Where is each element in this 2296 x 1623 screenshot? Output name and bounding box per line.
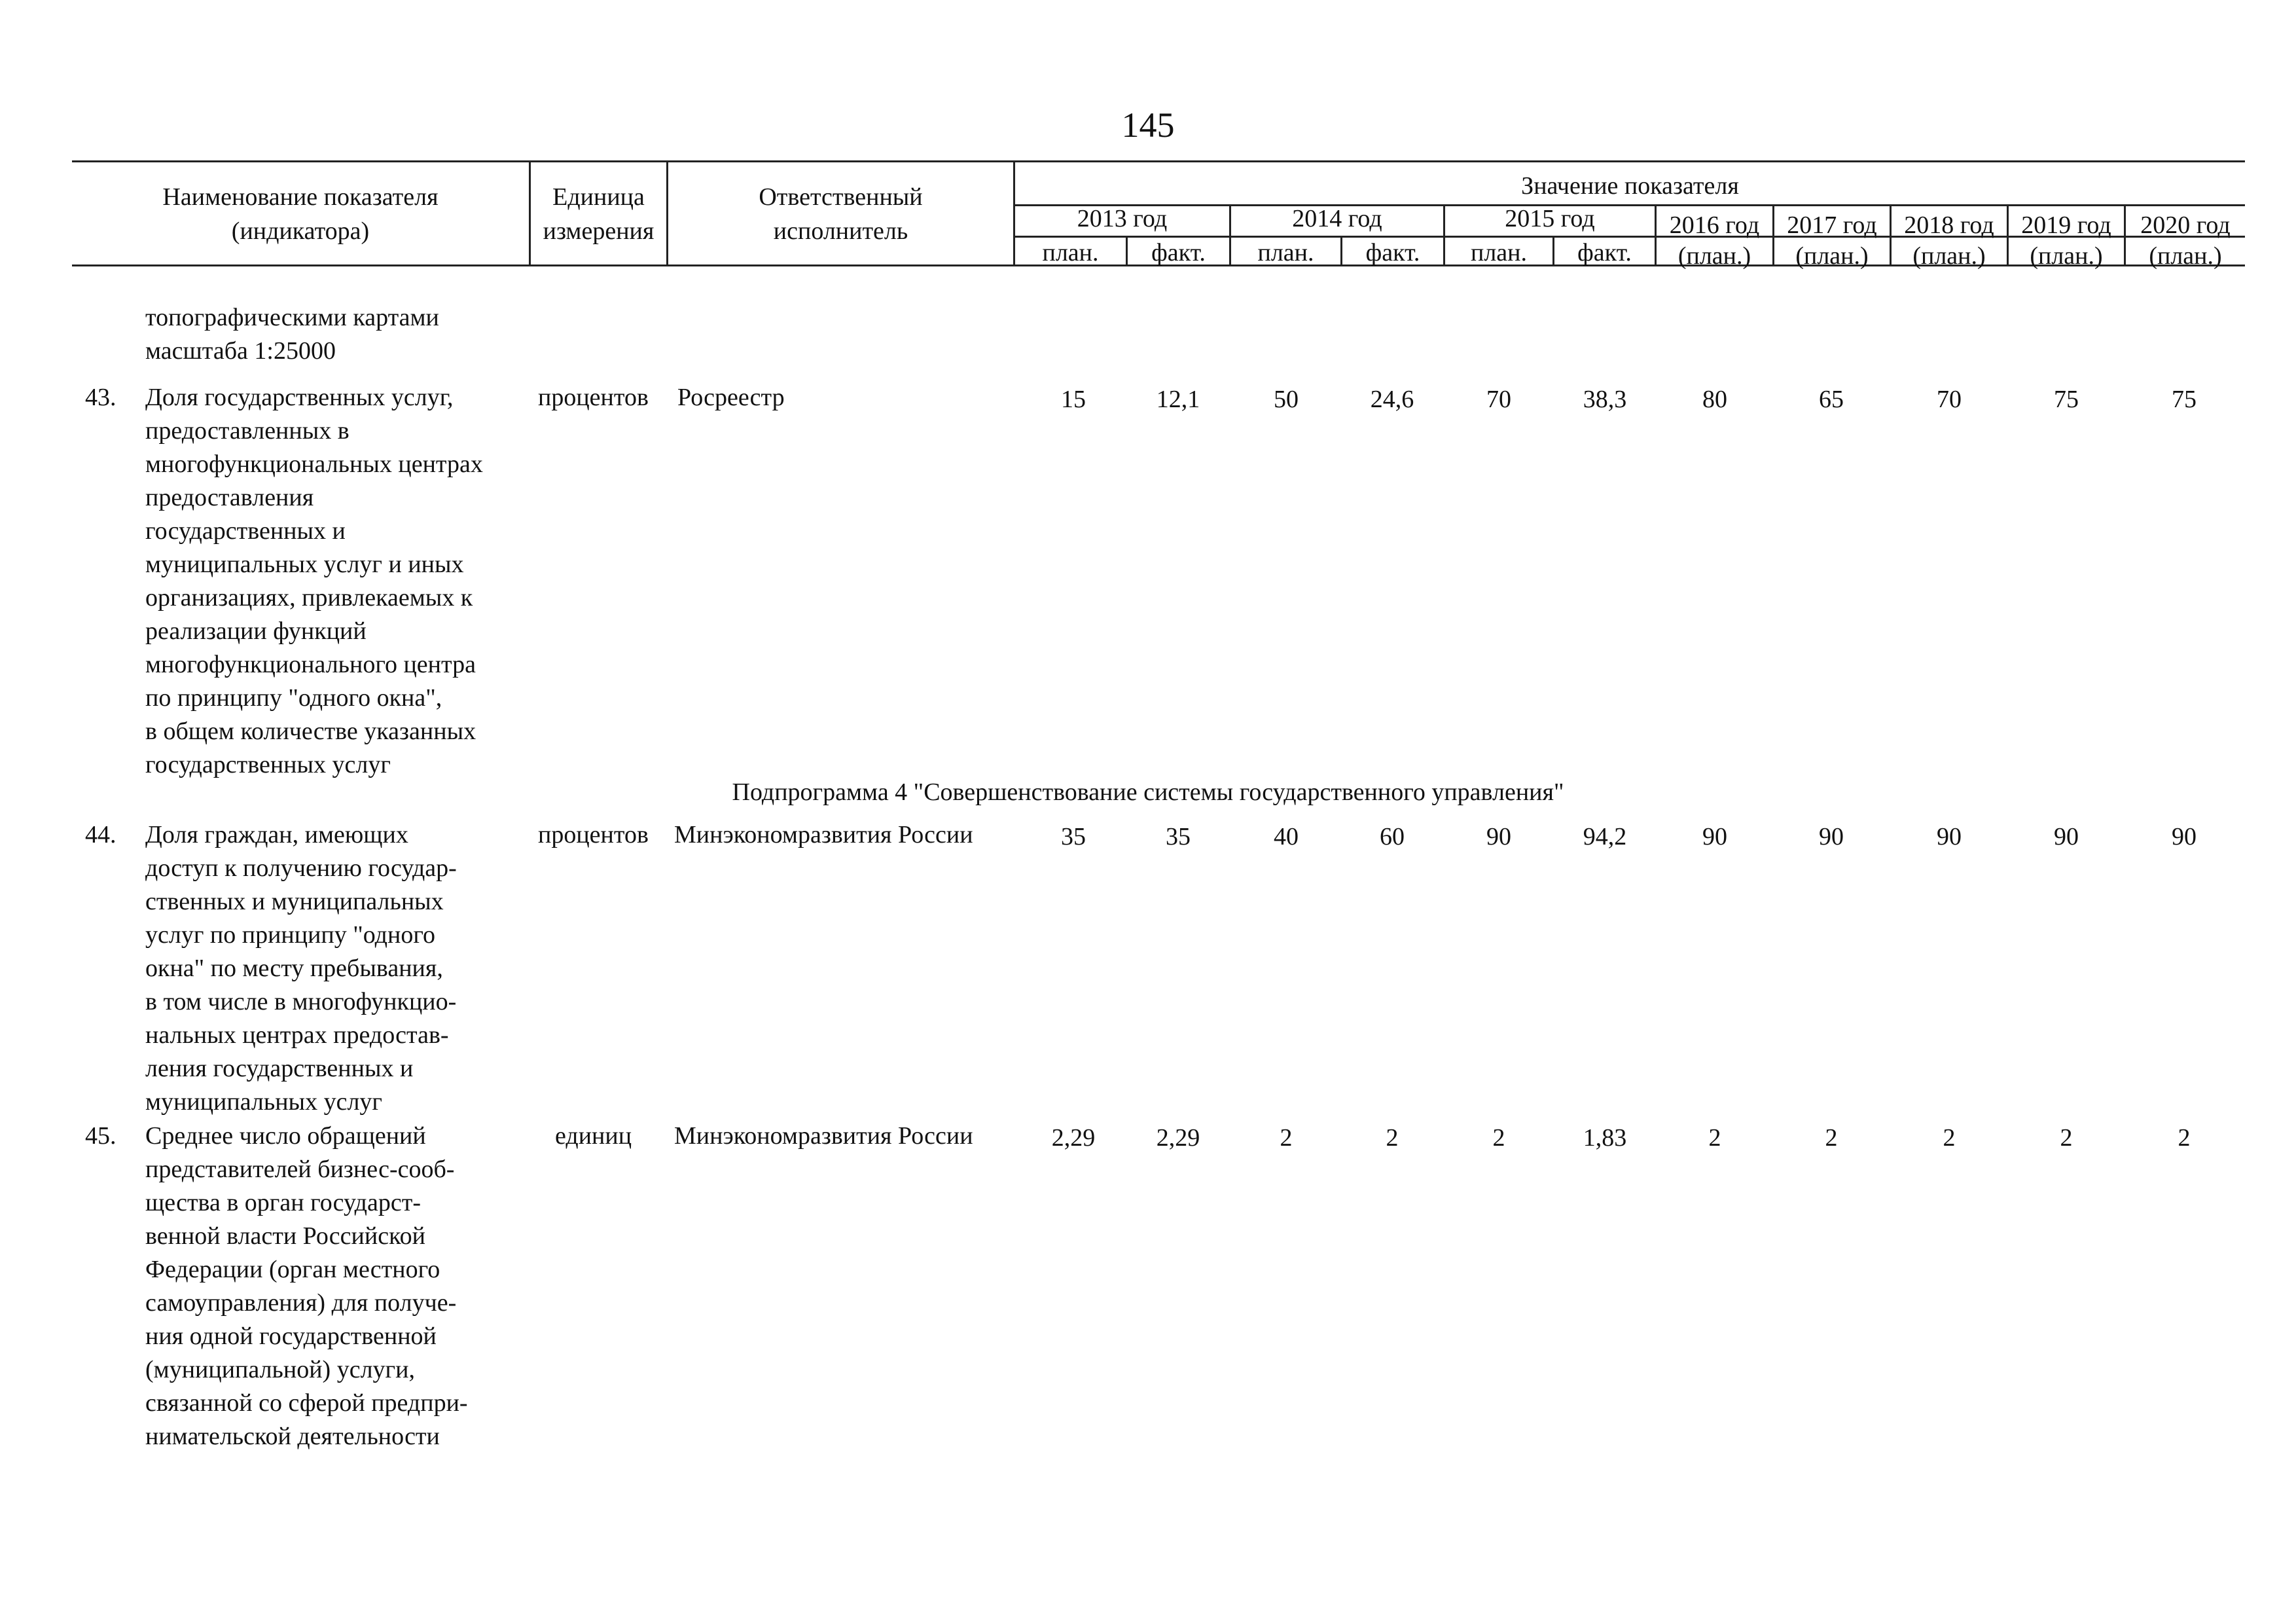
page-number: 145: [1121, 105, 1175, 145]
value-cell: 75: [2172, 386, 2197, 413]
header-plan: план.: [1257, 239, 1314, 266]
value-cell: 2: [1943, 1124, 1956, 1152]
value-cell: 2: [1708, 1124, 1721, 1152]
value-cell: 90: [2054, 823, 2079, 850]
header-plan-paren: (план.): [2030, 242, 2103, 270]
value-cell: 50: [1274, 386, 1299, 413]
value-cell: 15: [1061, 386, 1086, 413]
header-plan-paren: (план.): [1677, 242, 1751, 270]
unit: единиц: [555, 1122, 632, 1150]
header-year: 2019 год: [2021, 211, 2111, 239]
row-number: 44.: [85, 821, 117, 848]
continuation-text: топографическими картами масштаба 1:25000: [145, 304, 439, 365]
value-cell: 2: [1825, 1124, 1838, 1152]
header-plan: план.: [1470, 239, 1527, 266]
unit: процентов: [538, 384, 649, 411]
header-year: 2018 год: [1904, 211, 1994, 239]
value-cell: 90: [1702, 823, 1727, 850]
value-cell: 75: [2054, 386, 2079, 413]
indicator-name: Доля граждан, имеющих доступ к получению государ- ственных и муниципальных услуг по принципу "одного окна" по месту пребывания, в том числе в многофункцио- нальных центрах предостав- ления государственных и муниципальных услуг: [145, 821, 457, 1116]
responsible: Росреестр: [677, 384, 785, 411]
header-year: 2014 год: [1292, 205, 1382, 232]
header-year: 2016 год: [1669, 211, 1760, 239]
value-cell: 2: [1280, 1124, 1293, 1152]
value-cell: 40: [1274, 823, 1299, 850]
value-cell: 90: [1486, 823, 1511, 850]
value-cell: 70: [1486, 386, 1511, 413]
indicator-name: Доля государственных услуг, предоставленных в многофункциональных центрах предоставления государственных и муниципальных услуг и иных организациях, привлекаемых к реализации функций многофункционального центра по принципу "одного окна", в общем количестве указанных государственных услуг: [145, 384, 483, 778]
header-fact: факт.: [1151, 239, 1206, 266]
header-unit: Единица измерения: [543, 183, 655, 245]
value-cell: 94,2: [1583, 823, 1627, 850]
header-plan-paren: (план.): [1795, 242, 1869, 270]
value-cell: 1,83: [1583, 1124, 1627, 1152]
value-cell: 2,29: [1051, 1124, 1096, 1152]
value-cell: 90: [1937, 823, 1962, 850]
responsible: Минэкономразвития России: [674, 1122, 973, 1150]
value-cell: 2: [2060, 1124, 2073, 1152]
value-cell: 2: [2178, 1124, 2191, 1152]
value-cell: 2: [1492, 1124, 1505, 1152]
subprogram-title: Подпрограмма 4 "Совершенствование системы государственного управления": [732, 778, 1564, 806]
header-fact: факт.: [1365, 239, 1420, 266]
header-year: 2015 год: [1505, 205, 1595, 232]
header-plan: план.: [1042, 239, 1099, 266]
value-cell: 35: [1166, 823, 1191, 850]
value-cell: 65: [1819, 386, 1844, 413]
header-top-rule: [72, 160, 2245, 162]
value-cell: 35: [1061, 823, 1086, 850]
value-cell: 24,6: [1370, 386, 1414, 413]
value-cell: 12,1: [1156, 386, 1200, 413]
value-cell: 2: [1386, 1124, 1399, 1152]
header-plan-paren: (план.): [1912, 242, 1986, 270]
header-name: Наименование показателя (индикатора): [162, 183, 439, 245]
responsible: Минэкономразвития России: [674, 821, 973, 848]
value-cell: 70: [1937, 386, 1962, 413]
unit: процентов: [538, 821, 649, 848]
header-year: 2013 год: [1077, 205, 1168, 232]
row-number: 45.: [85, 1122, 117, 1150]
value-cell: 38,3: [1583, 386, 1627, 413]
header-year: 2017 год: [1787, 211, 1877, 239]
row-number: 43.: [85, 384, 117, 411]
header-year: 2020 год: [2140, 211, 2231, 239]
indicator-name: Среднее число обращений представителей бизнес-сооб- щества в орган государст- венной власти Российской Федерации (орган местного самоуправления) для получе- ния одной государственной (муниципальной) услуги, связанной со сферой предпри- нимательской деятельности: [145, 1122, 468, 1450]
value-cell: 60: [1380, 823, 1405, 850]
header-fact: факт.: [1577, 239, 1632, 266]
header-value: Значение показателя: [1521, 172, 1739, 200]
value-cell: 2,29: [1156, 1124, 1200, 1152]
header-plan-paren: (план.): [2149, 242, 2222, 270]
value-cell: 80: [1702, 386, 1727, 413]
header-responsible: Ответственный исполнитель: [759, 183, 923, 245]
value-cell: 90: [2172, 823, 2197, 850]
value-cell: 90: [1819, 823, 1844, 850]
